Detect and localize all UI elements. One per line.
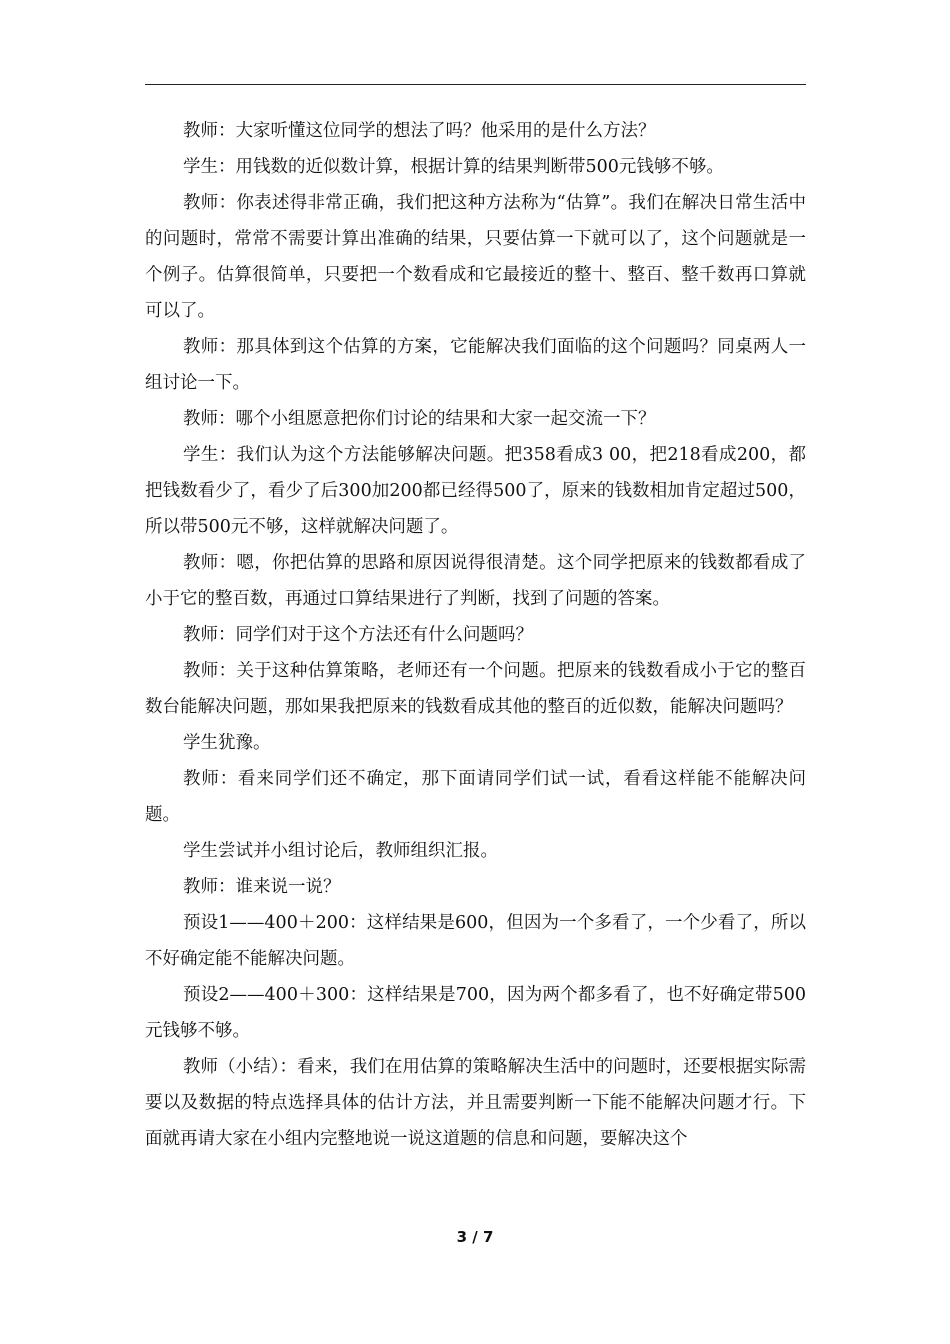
paragraph-6: 学生：我们认为这个方法能够解决问题。把358看成3 00，把218看成200，都把钱数看少了，看少了后300加200都已经得500了，原来的钱数相加肯定超过500，所以带500元不够，这样就解决问题了。 bbox=[145, 445, 806, 537]
paragraph-1: 教师：大家听懂这位同学的想法了吗？他采用的是什么方法？ bbox=[183, 121, 656, 141]
paragraph-9: 教师：关于这种估算策略，老师还有一个问题。把原来的钱数看成小于它的整百数台能解决问题，那如果我把原来的钱数看成其他的整百的近似数，能解决问题吗？ bbox=[145, 661, 806, 717]
paragraph-4: 教师：那具体到这个估算的方案，它能解决我们面临的这个问题吗？同桌两人一组讨论一下。 bbox=[145, 337, 806, 393]
paragraph-11: 教师：看来同学们还不确定，那下面请同学们试一试，看看这样能不能解决问题。 bbox=[145, 769, 806, 825]
paragraph-15: 预设2——400＋300：这样结果是700，因为两个都多看了，也不好确定带500元钱够不够。 bbox=[145, 985, 806, 1041]
paragraph-8: 教师：同学们对于这个方法还有什么问题吗？ bbox=[183, 625, 533, 645]
paragraph-10: 学生犹豫。 bbox=[183, 733, 271, 753]
paragraph-2: 学生：用钱数的近似数计算，根据计算的结果判断带500元钱够不够。 bbox=[183, 157, 724, 177]
header-rule bbox=[145, 84, 806, 85]
paragraph-7: 教师：嗯，你把估算的思路和原因说得很清楚。这个同学把原来的钱数都看成了小于它的整百数，再通过口算结果进行了判断，找到了问题的答案。 bbox=[145, 553, 806, 609]
page-number: 3 / 7 bbox=[456, 1228, 494, 1246]
paragraph-5: 教师：哪个小组愿意把你们讨论的结果和大家一起交流一下？ bbox=[183, 409, 656, 429]
paragraph-3: 教师：你表述得非常正确，我们把这种方法称为“估算”。我们在解决日常生活中的问题时，常常不需要计算出准确的结果，只要估算一下就可以了，这个问题就是一个例子。估算很简单，只要把一个数看成和它最接近的整十、整百、整千数再口算就可以了。 bbox=[145, 193, 806, 321]
paragraph-12: 学生尝试并小组讨论后，教师组织汇报。 bbox=[183, 841, 498, 861]
paragraph-16: 教师（小结）：看来，我们在用估算的策略解决生活中的问题时，还要根据实际需要以及数据的特点选择具体的估计方法，并且需要判断一下能不能解决问题才行。下面就再请大家在小组内完整地说一说这道题的信息和问题，要解决这个 bbox=[145, 1057, 806, 1149]
document-body bbox=[145, 113, 806, 1157]
paragraph-14: 预设1——400＋200：这样结果是600，但因为一个多看了，一个少看了，所以不好确定能不能解决问题。 bbox=[145, 913, 806, 969]
paragraph-13: 教师：谁来说一说？ bbox=[183, 877, 341, 897]
